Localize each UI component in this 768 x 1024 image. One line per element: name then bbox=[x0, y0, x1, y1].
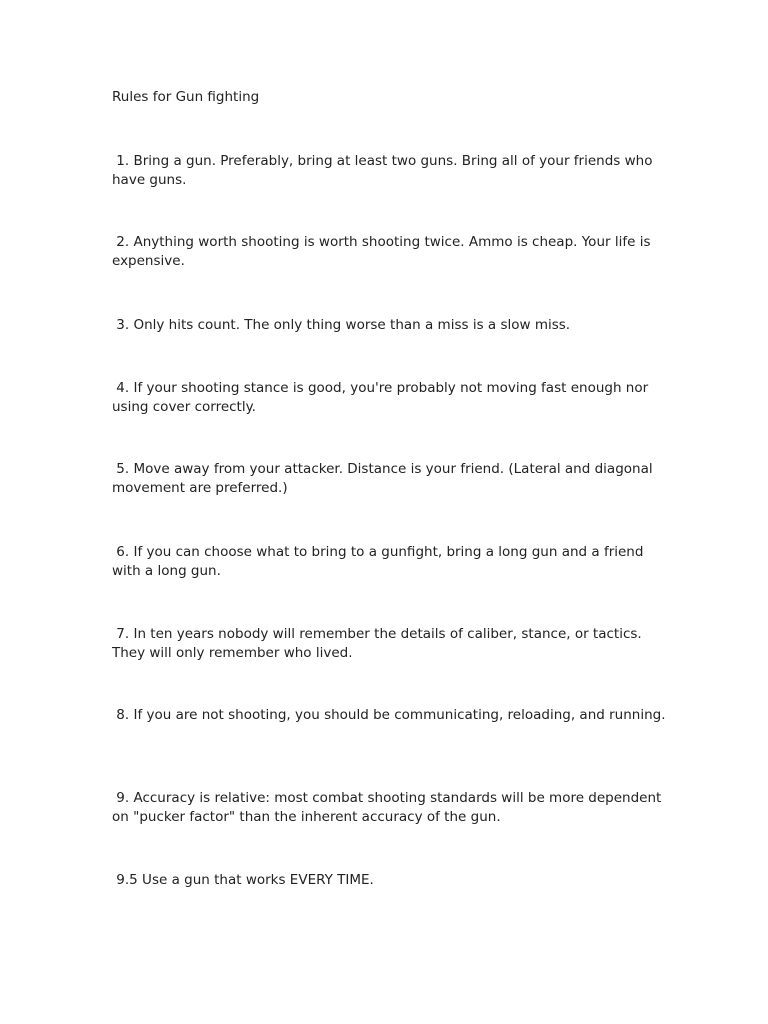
rule-item: 9. Accuracy is relative: most combat shooting standards will be more dependent on "pucker factor" than the inherent accuracy of the gun. bbox=[112, 790, 666, 825]
rule-item: 1. Bring a gun. Preferably, bring at least two guns. Bring all of your friends who have guns. bbox=[112, 153, 657, 188]
rule-item: 6. If you can choose what to bring to a gunfight, bring a long gun and a friend with a long gun. bbox=[112, 544, 648, 579]
rule-item: 2. Anything worth shooting is worth shooting twice. Ammo is cheap. Your life is expensive. bbox=[112, 234, 655, 269]
document-title: Rules for Gun fighting bbox=[112, 89, 260, 105]
rule-item: 3. Only hits count. The only thing worse than a miss is a slow miss. bbox=[112, 317, 571, 333]
rule-item: 8. If you are not shooting, you should be communicating, reloading, and running. bbox=[112, 707, 666, 723]
rule-item: 9.5 Use a gun that works EVERY TIME. bbox=[112, 872, 374, 888]
rule-item: 5. Move away from your attacker. Distance is your friend. (Lateral and diagonal movement are preferred.) bbox=[112, 461, 657, 496]
rule-item: 4. If your shooting stance is good, you're probably not moving fast enough nor using cover correctly. bbox=[112, 380, 653, 415]
rule-item: 7. In ten years nobody will remember the details of caliber, stance, or tactics. They will only remember who lived. bbox=[112, 626, 647, 661]
